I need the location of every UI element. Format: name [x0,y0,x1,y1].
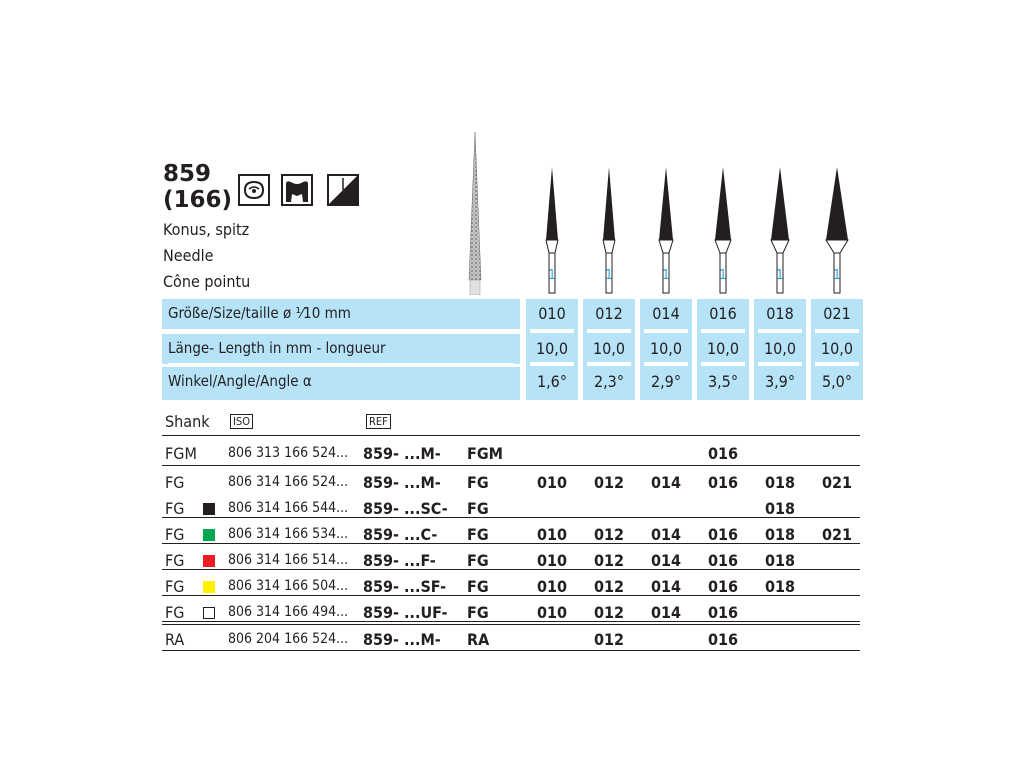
spec-value: 014 [652,304,680,323]
row-shank: FG [165,551,185,570]
row-size: 012 [593,630,625,649]
model-number: 859 [163,161,212,187]
tooth-molar-icon [281,174,313,206]
row-size: 018 [764,551,796,570]
row-ref: 859- ...SC- [363,499,448,518]
bur-image [455,130,495,295]
iso-label: ISO [230,414,253,429]
row-iso: 806 314 166 544... [228,500,349,516]
row-size: 014 [650,577,682,596]
row-iso: 806 314 166 504... [228,578,349,594]
spec-col-3 [697,299,749,400]
spec-value: 3,5° [707,372,739,391]
row-size: 012 [593,577,625,596]
spec-col-1 [583,299,635,400]
row-size: 016 [707,577,739,596]
row-size: 010 [536,525,568,544]
row-type: RA [467,630,490,649]
row-size: 016 [707,551,739,570]
row-shank: FG [165,603,185,622]
spec-value: 2,9° [650,372,682,391]
row-shank: FG [165,499,185,518]
row-ref: 859- ...F- [363,551,436,570]
spec-value: 018 [766,304,794,323]
row-iso: 806 204 166 524... [228,631,349,647]
row-ref: 859- ...M- [363,444,441,463]
row-size: 010 [536,603,568,622]
spec-col-5 [811,299,863,400]
spec-row-label-1: Länge- Length in mm - longueur [162,334,520,364]
row-size: 018 [764,577,796,596]
spec-col-2 [640,299,692,400]
bur-mark-2: 1 [662,268,670,283]
row-type: FG [467,473,489,492]
grit-swatch-white [203,607,215,619]
spec-value: 2,3° [593,372,625,391]
spec-value: 016 [709,304,737,323]
spec-value: 10,0 [592,339,626,358]
spec-value: 5,0° [821,372,853,391]
row-size: 021 [821,473,853,492]
spec-row-label-0: Größe/Size/taille ø ¹⁄10 mm [162,299,520,329]
spec-value: 010 [538,304,566,323]
row-iso: 806 314 166 524... [228,474,349,490]
bur-mark-3: 1 [719,268,727,283]
bur-mark-4: 1 [776,268,784,283]
row-size: 018 [764,525,796,544]
spec-col-0 [526,299,578,400]
row-type: FG [467,499,489,518]
row-size: 012 [593,551,625,570]
row-ref: 859- ...UF- [363,603,448,622]
bur-mark-1: 1 [605,268,613,283]
row-ref: 859- ...SF- [363,577,447,596]
bur-mark-5: 1 [833,268,841,283]
spec-value: 10,0 [535,339,569,358]
spec-row-label-2: Winkel/Angle/Angle α [162,367,520,400]
grit-swatch-yellow [203,581,215,593]
row-shank: FG [165,473,185,492]
row-shank: FGM [165,444,197,463]
spec-value: 10,0 [763,339,797,358]
row-size: 010 [536,473,568,492]
tooth-front-icon [238,174,270,206]
spec-value: 021 [823,304,851,323]
row-type: FG [467,525,489,544]
spec-value: 3,9° [764,372,796,391]
row-iso: 806 314 166 534... [228,526,349,542]
row-size: 010 [536,551,568,570]
row-iso: 806 314 166 494... [228,604,349,620]
grit-swatch-red [203,555,215,567]
angle-icon [327,174,359,206]
row-size: 016 [707,473,739,492]
row-size: 012 [593,525,625,544]
row-shank: RA [165,630,185,649]
spec-value: 012 [595,304,623,323]
row-size: 012 [593,603,625,622]
row-type: FGM [467,444,503,463]
row-size: 014 [650,551,682,570]
row-shank: FG [165,525,185,544]
spec-col-4 [754,299,806,400]
row-size: 014 [650,603,682,622]
name-en: Needle [163,246,214,265]
row-size: 016 [707,603,739,622]
spec-value: 10,0 [706,339,740,358]
row-size: 016 [707,630,739,649]
row-ref: 859- ...M- [363,630,441,649]
row-ref: 859- ...C- [363,525,438,544]
row-size: 016 [707,525,739,544]
spec-value: 1,6° [536,372,568,391]
bur-mark-0: 1 [548,268,556,283]
row-size: 018 [764,499,796,518]
row-shank: FG [165,577,185,596]
row-type: FG [467,577,489,596]
row-size: 014 [650,473,682,492]
spec-value: 10,0 [820,339,854,358]
grit-swatch-black [203,503,215,515]
row-size: 018 [764,473,796,492]
row-iso: 806 313 166 524... [228,445,349,461]
row-type: FG [467,603,489,622]
spec-value: 10,0 [649,339,683,358]
row-ref: 859- ...M- [363,473,441,492]
row-size: 021 [821,525,853,544]
row-size: 012 [593,473,625,492]
row-type: FG [467,551,489,570]
row-size: 014 [650,525,682,544]
name-de: Konus, spitz [163,220,250,239]
row-size: 010 [536,577,568,596]
iso-code: (166) [163,187,233,213]
row-size: 016 [707,444,739,463]
shank-header: Shank [165,412,210,431]
row-iso: 806 314 166 514... [228,552,349,568]
name-fr: Cône pointu [163,272,251,291]
ref-label: REF [366,414,391,429]
grit-swatch-green [203,529,215,541]
